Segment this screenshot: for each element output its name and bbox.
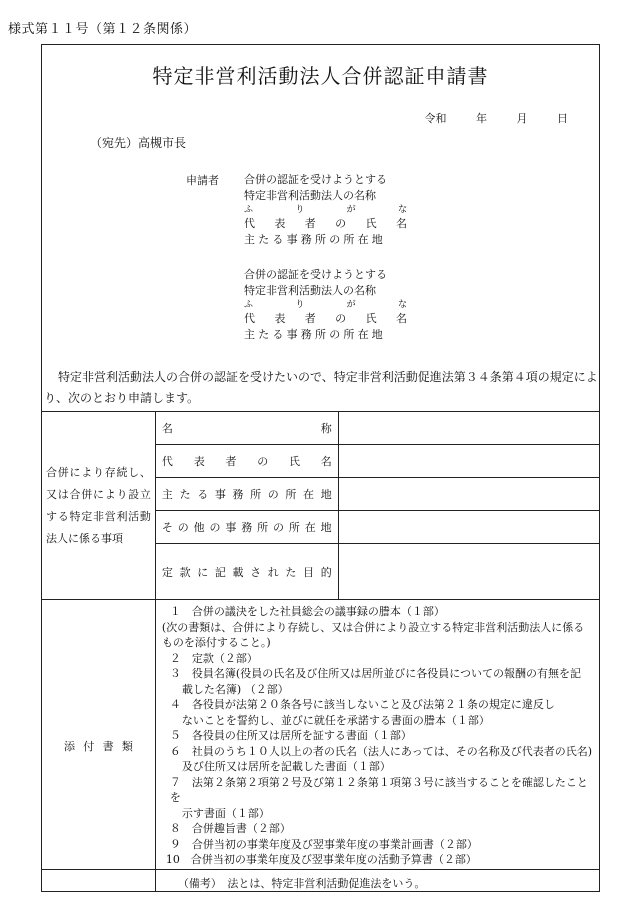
- applicant-rep-label: 代 表 者 の 氏 名: [244, 217, 407, 230]
- applicant-rep-label: 代 表 者 の 氏 名: [244, 312, 407, 325]
- attachment-item: ５ 各役員の住所又は居所を証する書面（１部）: [169, 729, 412, 742]
- addressee: （宛先）高槻市長: [90, 136, 187, 150]
- attachment-item: ３ 役員名簿(役員の氏名及び住所又は居所並びに各役員についての報酬の有無を記: [169, 667, 581, 680]
- date-day: 日: [557, 112, 568, 125]
- date-row: [399, 110, 569, 126]
- applicant-office-label: 主たる事務所の所在地: [244, 328, 386, 341]
- date-month: 月: [516, 112, 528, 125]
- row-label-main-office: 主 た る 事 務 所 の 所 在 地: [155, 478, 338, 511]
- remark: （備考） 法とは、特定非営利活動促進法をいう。: [177, 876, 426, 890]
- date-year: 年: [476, 112, 487, 125]
- applicant-intro: 合併の認証を受けようとする: [244, 173, 387, 186]
- applicant-furigana-label: ふ り が な: [244, 205, 407, 215]
- attachment-item: ２ 定款（２部）: [169, 651, 258, 665]
- applicant-block-2: [244, 267, 407, 343]
- row-label-representative: 代 表 者 の 氏 名: [155, 445, 338, 478]
- attachment-item: １ 合併の議決をした社員総会の議事録の謄本（１部）: [169, 605, 445, 618]
- attachment-item: ６ 社員のうち１０人以上の者の氏名（法人にあっては、その名称及び代表者の氏名): [169, 744, 593, 758]
- merged-corporation-label: 合併により存続し、又は合併により設立する特定非営利活動法人に係る事項: [42, 412, 156, 600]
- row-label-purpose: 定 款 に 記 載 さ れ た 目 的: [155, 544, 338, 600]
- attachment-note: (次の書類は、合併により存続し、又は合併により設立する特定非営利活動法人に係るものを添付すること。): [161, 620, 585, 649]
- attachment-item: ９ 合併当初の事業年度及び翌事業年度の事業計画書（２部）: [169, 837, 478, 851]
- details-table: [41, 411, 600, 892]
- attachment-item-cont: 及び住所又は居所を記載した書面（１部）: [181, 760, 391, 773]
- attachment-item-cont: ないことを誓約し、並びに就任を承諾する書面の謄本（１部）: [181, 713, 490, 727]
- attachment-item-cont: 示す書面（１部）: [181, 806, 270, 820]
- applicant-intro: 合併の認証を受けようとする: [244, 268, 387, 281]
- field-main-office[interactable]: [338, 478, 599, 511]
- field-name[interactable]: [338, 412, 599, 445]
- field-representative[interactable]: [338, 445, 599, 478]
- applicant-name-label: 特定非営利活動法人の名称: [244, 284, 376, 297]
- applicant-label: 申請者: [186, 174, 219, 187]
- applicant-furigana-label: ふ り が な: [244, 300, 407, 310]
- applicant-block-1: [244, 172, 407, 248]
- attachment-item: ４ 各役員が法第２０条各号に該当しないこと及び法第２１条の規定に違反し: [169, 698, 555, 711]
- attachment-item: ７ 法第２条第２項第２号及び第１２条第１項第３号に該当することを確認したことを: [169, 775, 588, 804]
- application-statement: 特定非営利活動法人の合併の認証を受けたいので、特定非営利活動促進法第３４条第４項の規定により、次のとおり申請します。: [44, 370, 598, 405]
- applicant-name-label: 特定非営利活動法人の名称: [244, 189, 376, 202]
- attachments-list: [155, 600, 599, 892]
- date-era: 令和: [424, 112, 447, 125]
- attachments-label: 添 付 書 類: [42, 600, 156, 892]
- attachment-item-cont: 載した名簿) （２部）: [181, 682, 289, 696]
- field-purpose[interactable]: [338, 544, 599, 600]
- field-other-offices[interactable]: [338, 511, 599, 544]
- page-title: 特定非営利活動法人合併認証申請書: [152, 64, 489, 88]
- form-number: 様式第１１号（第１２条関係）: [8, 22, 198, 37]
- attachment-item: 10 合併当初の事業年度及び翌事業年度の活動予算書（２部）: [165, 853, 477, 866]
- row-label-name: 名 称: [155, 412, 338, 445]
- attachment-item: ８ 合併趣旨書（２部）: [169, 822, 291, 835]
- applicant-office-label: 主たる事務所の所在地: [244, 233, 386, 246]
- row-label-other-offices: そ の 他 の 事 務 所 の 所 在 地: [155, 511, 338, 544]
